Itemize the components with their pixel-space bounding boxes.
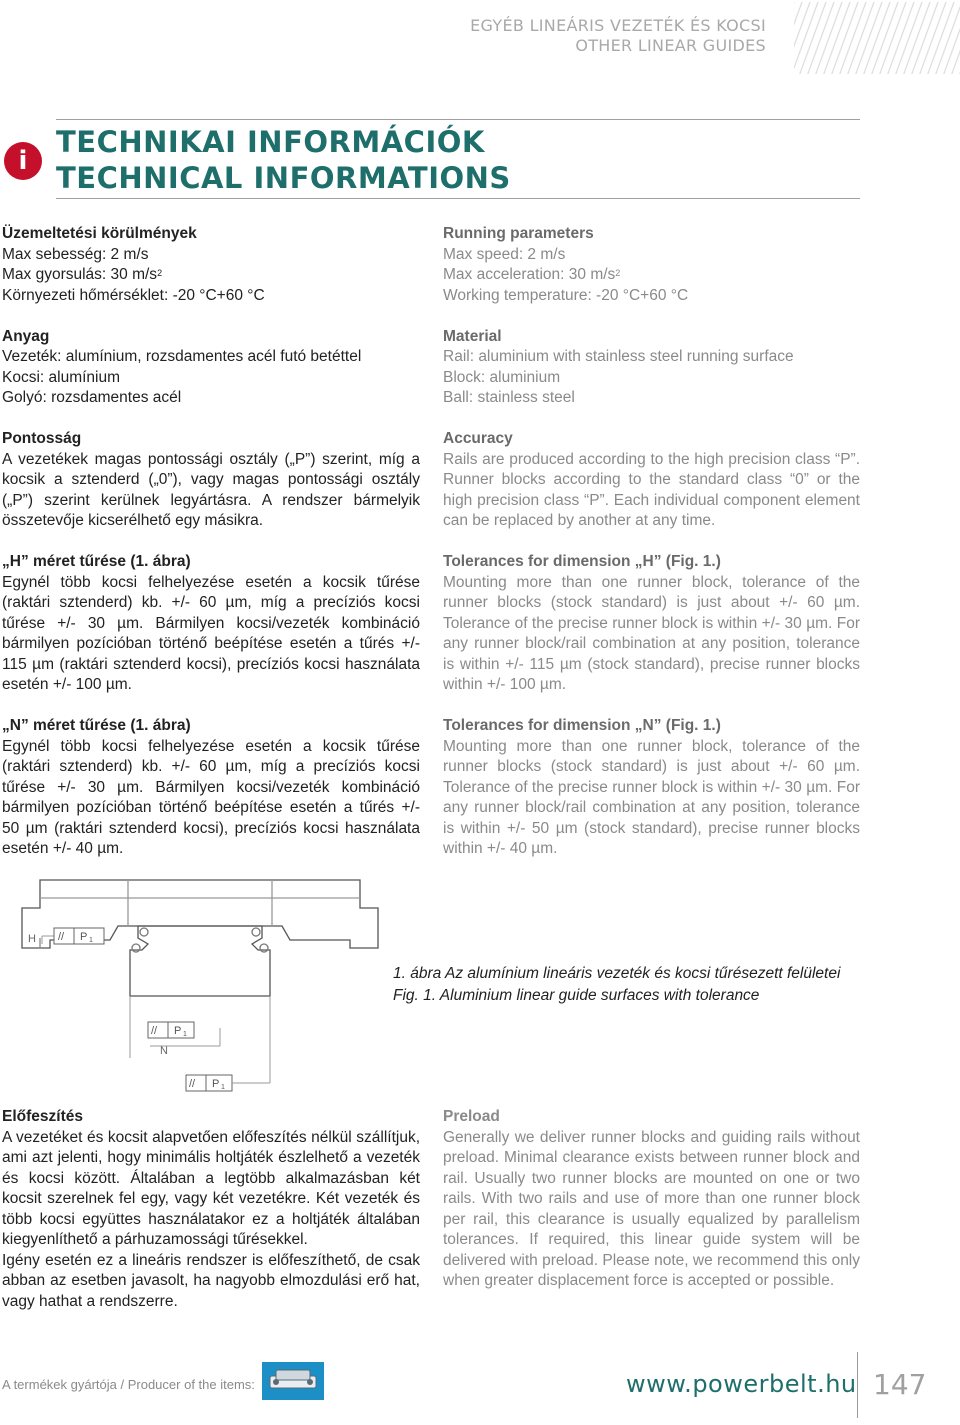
tolerance-n-heading-en: Tolerances for dimension „N” (Fig. 1.)	[443, 717, 721, 734]
running-accel-en: Max acceleration: 30 $m/s^2$	[443, 266, 621, 283]
info-icon: i	[4, 142, 42, 180]
preload-heading-hu: Előfeszítés	[2, 1108, 83, 1125]
running-heading-hu: Üzemeltetési körülmények	[2, 225, 197, 242]
material-block-en: Block: aluminium	[443, 368, 561, 386]
tolerance-symbol-3: //	[189, 1078, 196, 1090]
preload-text-hu-1: A vezetéket és kocsit alapvetően előfeszítés nélkül szállítjuk, ami azt jelenti, hogy minimális holtjáték észlelhető a vezeték és kocsi között. Általában a legtöbb alkalmazásban két kocsit szerelnek fel egy, vagy két vezetékre. Két vezeték és több kocsi együttes használatakor ez a holtjáték általában kiegyenlíthető a párhuzamossági tűrésekkel.	[2, 1128, 420, 1248]
tolerance-h-heading-en: Tolerances for dimension „H” (Fig. 1.)	[443, 553, 721, 570]
running-heading-en: Running parameters	[443, 225, 594, 242]
material-rail-en: Rail: aluminium with stainless steel running surface	[443, 348, 794, 365]
producer-label: A termékek gyártója / Producer of the items:	[2, 1377, 255, 1392]
preload-section-en	[443, 1107, 860, 1312]
page-number: 147	[873, 1368, 927, 1401]
material-ball-en: Ball: stainless steel	[443, 389, 575, 406]
section-header-en: OTHER LINEAR GUIDES	[575, 36, 766, 55]
accuracy-heading-en: Accuracy	[443, 430, 513, 447]
tolerance-n-section-en	[443, 716, 860, 860]
tolerance-h-section-hu	[2, 552, 420, 696]
tolerance-ref-sub-1: 1	[89, 937, 93, 944]
accuracy-heading-hu: Pontosság	[2, 430, 82, 447]
page-title	[56, 124, 511, 196]
running-section-en	[443, 224, 860, 306]
running-speed-hu: Max sebesség: 2 m/s	[2, 245, 149, 263]
footer-divider	[857, 1352, 858, 1418]
tolerance-n-section-hu	[2, 716, 420, 860]
title-bottom-rule	[56, 198, 860, 199]
tolerance-h-section-en	[443, 552, 860, 696]
section-header	[470, 16, 766, 56]
running-accel-hu: Max gyorsulás: 30 $m/s^2$	[2, 266, 163, 283]
accuracy-section-hu	[2, 429, 420, 532]
figure-caption-en: Fig. 1. Aluminium linear guide surfaces with tolerance	[393, 987, 760, 1004]
dimension-n-label: N	[160, 1045, 168, 1057]
page-title-hu: TECHNIKAI INFORMÁCIÓK	[56, 125, 485, 159]
material-section-hu	[2, 327, 420, 409]
accuracy-section-en	[443, 429, 860, 532]
tolerance-n-text-hu: Egynél több kocsi felhelyezése esetén a kocsik tűrése (raktári sztenderd) kb. +/- 60 µm, míg a precíziós kocsi tűrése +/- 30 µm. Bármilyen kocsi/vezeték kombináció bármilyen pozícióban történő beépítése esetén a tűrés +/- 50 µm (raktári sztenderd kocsi), precíziós kocsi használata esetén +/- 40 µm.	[2, 737, 420, 857]
dimension-h-label: H	[28, 933, 36, 945]
tolerance-h-text-hu: Egynél több kocsi felhelyezése esetén a kocsik tűrése (raktári sztenderd) kb. +/- 60 µm, míg a precíziós kocsi tűrése +/- 30 µm. Bármilyen kocsi/vezeték kombináció bármilyen pozícióban történő beépítése esetén a tűrés +/- 115 µm (raktári sztenderd kocsi), precíziós kocsi használata esetén +/- 100 µm.	[2, 573, 420, 693]
material-section-en	[443, 327, 860, 409]
material-rail-hu: Vezeték: alumínium, rozsdamentes acél futó betéttel	[2, 348, 362, 365]
accuracy-text-hu: A vezetékek magas pontossági osztály („P”) szerint, míg a kocsik a sztenderd („0”), vagy magas pontossági osztály („P”) szerint kerülnek legyártásra. A rendszer bármelyik összetevője kicserélhető egy másikra.	[2, 450, 420, 529]
running-section-hu	[2, 224, 420, 306]
producer-logo	[262, 1362, 324, 1400]
tolerance-n-heading-hu: „N” méret tűrése (1. ábra)	[2, 717, 191, 734]
preload-heading-en: Preload	[443, 1108, 500, 1125]
material-block-hu: Kocsi: alumínium	[2, 368, 121, 386]
accuracy-text-en: Rails are produced according to the high precision class “P”. Runner blocks according to the standard class “0” or the high precision class “P”. Each individual component element can be replaced by another at any time.	[443, 450, 860, 529]
tolerance-ref-3: P	[212, 1078, 220, 1090]
tolerance-ref-sub-3: 1	[221, 1084, 225, 1091]
preload-section-hu	[2, 1107, 420, 1333]
running-temp-en: Working temperature: -20 °C+60 °C	[443, 286, 689, 304]
tolerance-ref-sub-2: 1	[183, 1031, 187, 1038]
figure-caption-hu: 1. ábra Az alumínium lineáris vezeték és kocsi tűrésezett felületei	[393, 965, 841, 982]
website-link[interactable]: www.powerbelt.hu	[626, 1370, 857, 1398]
running-speed-en: Max speed: 2 m/s	[443, 245, 566, 263]
tolerance-ref-1: P	[80, 931, 88, 943]
page-title-en: TECHNICAL INFORMATIONS	[56, 161, 511, 195]
tolerance-symbol-1: //	[58, 931, 65, 943]
tolerance-n-text-en: Mounting more than one runner block, tolerance of the runner blocks (stock standard) is just about +/- 60 µm. Tolerance of the precise runner block is within +/- 30 µm. For any runner block/rail combination at any position, tolerance is within +/- 50 µm (stock standard), precise runner blocks within +/- 40 µm.	[443, 737, 860, 857]
running-temp-hu: Környezeti hőmérséklet: -20 °C+60 °C	[2, 286, 265, 304]
material-heading-hu: Anyag	[2, 327, 50, 345]
hungarian-column	[2, 224, 420, 880]
linear-guide-figure	[20, 878, 380, 1093]
title-top-rule	[56, 119, 860, 120]
diagonal-stripes-decoration	[784, 2, 960, 74]
figure-caption	[393, 963, 863, 1007]
preload-text-hu-2: Igény esetén ez a lineáris rendszer is előfeszíthető, de csak abban az esetben javasolt, ha nagyobb elmozdulási erő hat, vagy hathat a rendszerre.	[2, 1251, 420, 1310]
tolerance-symbol-2: //	[151, 1025, 158, 1037]
tolerance-h-heading-hu: „H” méret tűrése (1. ábra)	[2, 553, 191, 570]
section-header-hu: EGYÉB LINEÁRIS VEZETÉK ÉS KOCSI	[470, 16, 766, 35]
tolerance-h-text-en: Mounting more than one runner block, tolerance of the runner blocks (stock standard) is just about +/- 60 µm. Tolerance of the precise runner block is within +/- 30 µm. For any runner block/rail combination at any position, tolerance is within +/- 115 µm (stock standard), precise runner blocks within +/- 100 µm.	[443, 573, 860, 693]
preload-text-en: Generally we deliver runner blocks and guiding rails without preload. Minimal clearance exists between runner block and rail. Usually two runner blocks are mounted on one or two rails. With two rails and use of more than one runner block per rail, this clearance is usually equalized by parallelism tolerances. If required, this linear guide system will be delivered with preload. Please note, we recommend this only when greater displacement force is accepted or possible.	[443, 1128, 861, 1289]
tolerance-ref-2: P	[174, 1025, 182, 1037]
english-column	[443, 224, 860, 880]
material-ball-hu: Golyó: rozsdamentes acél	[2, 389, 182, 406]
material-heading-en: Material	[443, 327, 502, 345]
